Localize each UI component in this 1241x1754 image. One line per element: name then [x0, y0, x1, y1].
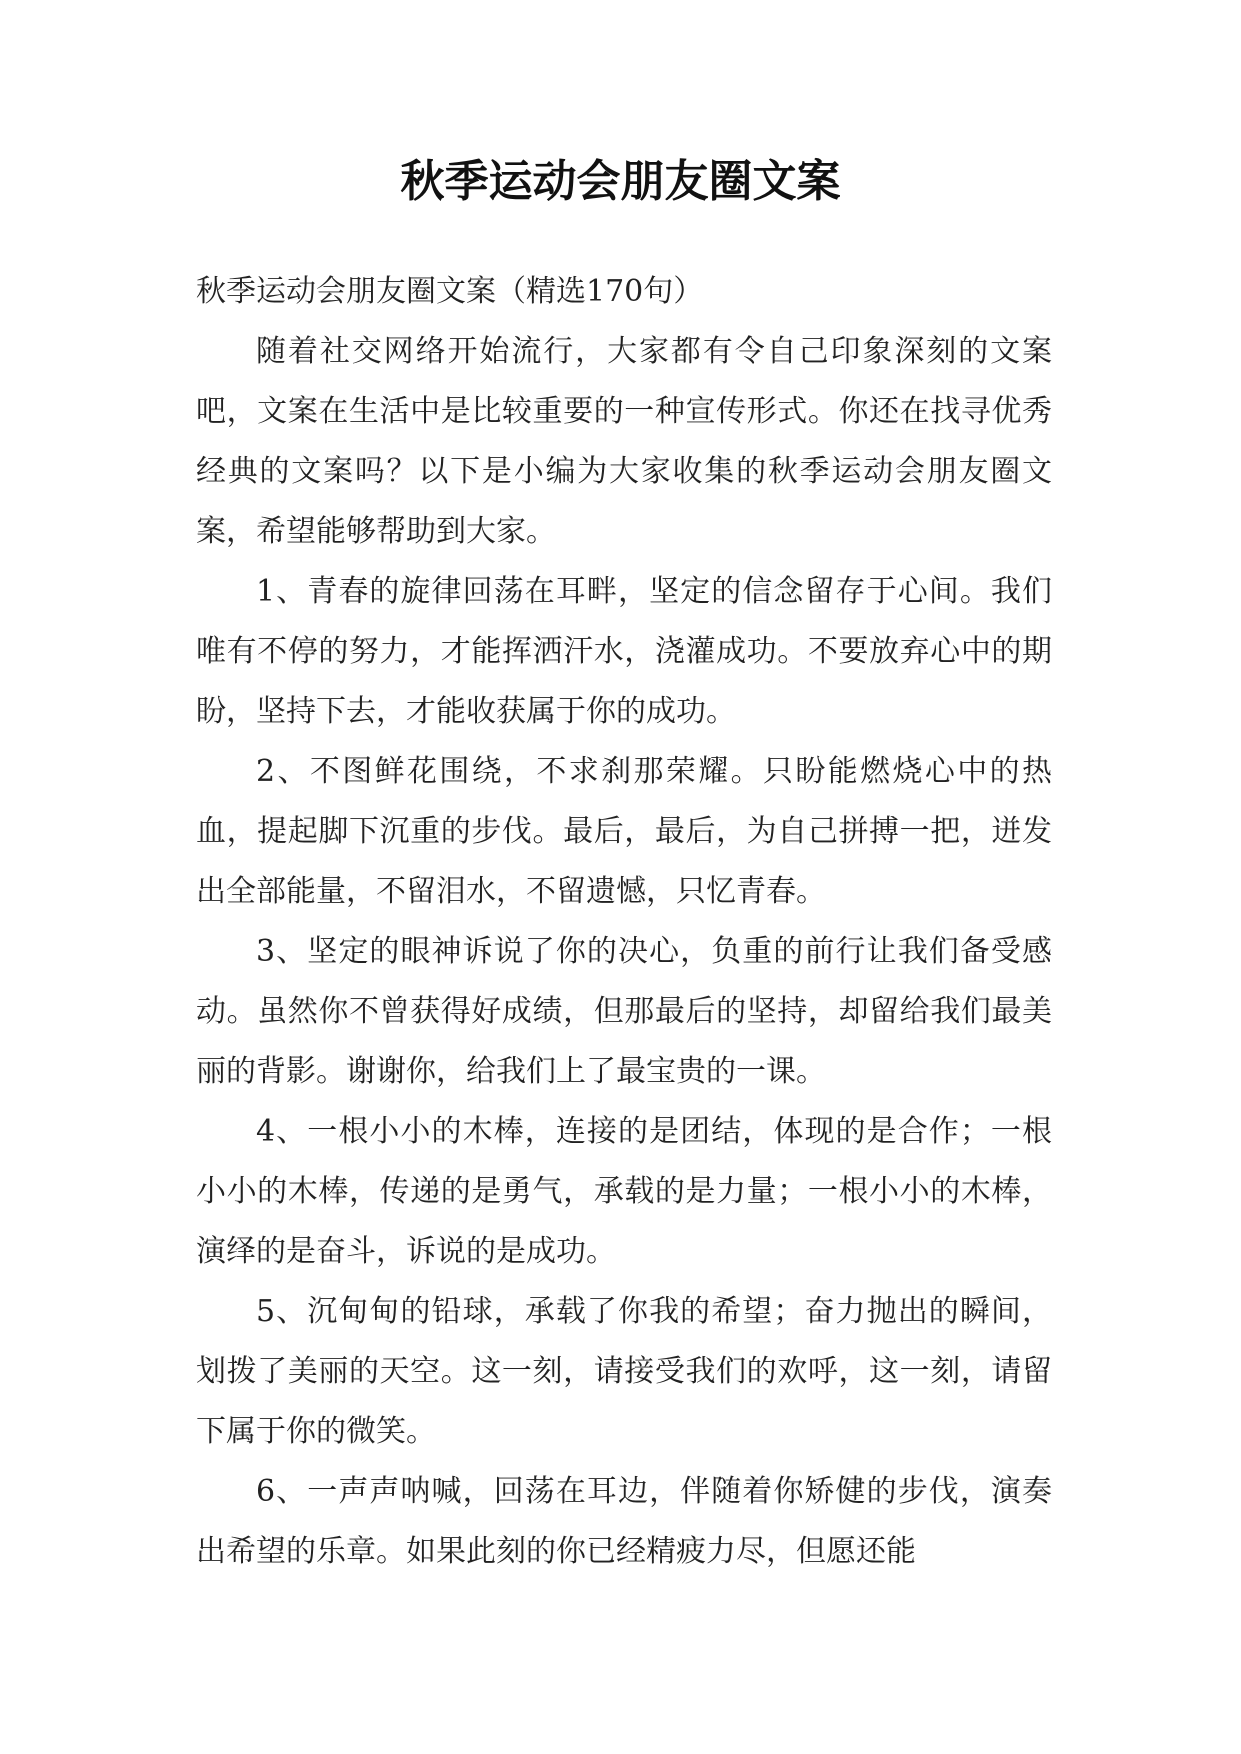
- document-body: [196, 262, 1052, 1582]
- paragraph-item-5: 5、沉甸甸的铅球，承载了你我的希望；奋力抛出的瞬间，划拨了美丽的天空。这一刻，请接受我们的欢呼，这一刻，请留下属于你的微笑。: [196, 1294, 1052, 1449]
- paragraph-item-2: 2、不图鲜花围绕，不求刹那荣耀。只盼能燃烧心中的热血，提起脚下沉重的步伐。最后，最后，为自己拼搏一把，迸发出全部能量，不留泪水，不留遗憾，只忆青春。: [196, 754, 1052, 909]
- document-subtitle: 秋季运动会朋友圈文案（精选170句）: [196, 274, 704, 309]
- paragraph-item-3: 3、坚定的眼神诉说了你的决心，负重的前行让我们备受感动。虽然你不曾获得好成绩，但那最后的坚持，却留给我们最美丽的背影。谢谢你，给我们上了最宝贵的一课。: [196, 934, 1052, 1089]
- paragraph-item-6: 6、一声声呐喊，回荡在耳边，伴随着你矫健的步伐，演奏出希望的乐章。如果此刻的你已经精疲力尽，但愿还能: [196, 1474, 1052, 1569]
- paragraph-item-4: 4、一根小小的木棒，连接的是团结，体现的是合作；一根小小的木棒，传递的是勇气，承载的是力量；一根小小的木棒，演绎的是奋斗，诉说的是成功。: [196, 1114, 1052, 1269]
- paragraph-item-1: 1、青春的旋律回荡在耳畔，坚定的信念留存于心间。我们唯有不停的努力，才能挥洒汗水，浇灌成功。不要放弃心中的期盼，坚持下去，才能收获属于你的成功。: [196, 574, 1052, 729]
- document-title: 秋季运动会朋友圈文案: [400, 156, 841, 207]
- paragraph-intro: 随着社交网络开始流行，大家都有令自己印象深刻的文案吧，文案在生活中是比较重要的一种宣传形式。你还在找寻优秀经典的文案吗？以下是小编为大家收集的秋季运动会朋友圈文案，希望能够帮助到大家。: [196, 334, 1052, 549]
